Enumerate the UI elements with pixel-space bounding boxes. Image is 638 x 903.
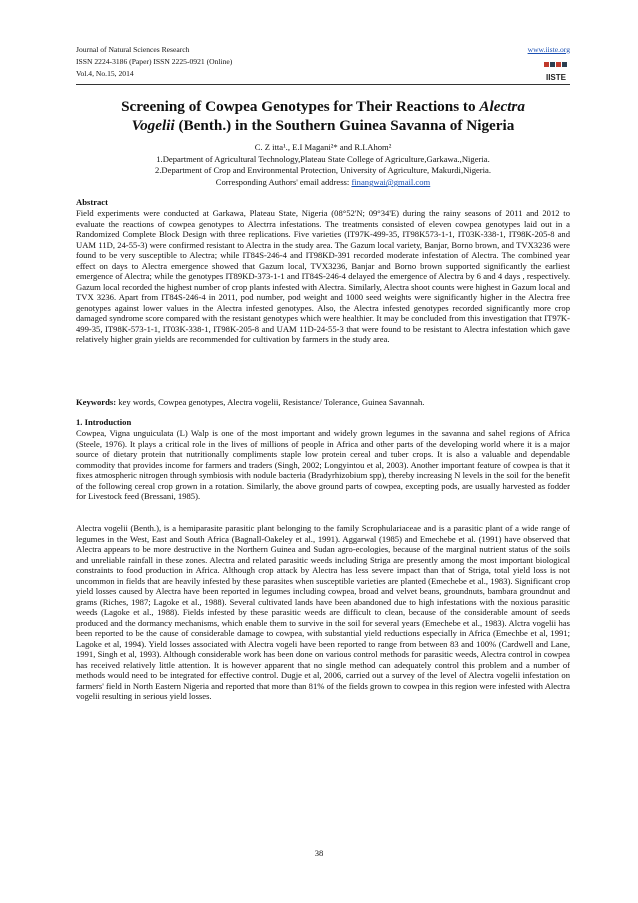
corresponding-email-link[interactable]: finangwai@gmail.com — [351, 177, 431, 187]
title-part-4: (Benth.) in the Southern Guinea Savanna of Nigeria — [174, 117, 515, 134]
introduction-heading: 1. Introduction — [76, 417, 132, 427]
corresponding-label: Corresponding Authors' email address: — [215, 177, 352, 187]
affiliation-1: 1.Department of Agricultural Technology,Plateau State College of Agriculture,Garkawa.,Nigeria. — [156, 154, 490, 164]
volume-line: Vol.4, No.15, 2014 — [76, 69, 134, 78]
header-rule — [76, 84, 570, 85]
page-number: 38 — [314, 848, 324, 858]
journal-name: Journal of Natural Sciences Research — [76, 45, 190, 54]
journal-url-link[interactable]: www.iiste.org — [527, 45, 570, 54]
corresponding-line — [76, 177, 570, 188]
title-part-1: Screening of Cowpea Genotypes for Their Reactions to — [121, 98, 480, 115]
authors: C. Z itta¹., E.I Magani²* and R.I.Ahom² — [254, 142, 392, 152]
keywords-label: Keywords: — [76, 397, 117, 407]
keywords-line — [76, 397, 570, 408]
paper-title — [76, 97, 570, 135]
title-part-2: Alectra — [479, 98, 525, 115]
logo-text: IISTE — [545, 73, 567, 82]
abstract-heading: Abstract — [76, 197, 108, 207]
introduction-paragraph-2: Alectra vogelii (Benth.), is a hemiparasite parasitic plant belonging to the family Scrophulariaceae and is a parasitic plant of a wide range of legumes in the West, East and South Africa (Bagnall-Oakeley et al., 1991). Aggarwal (1985) and Emechebe et al. (1991) have observed that Alectra appears to be more destructive in the Northern Guinea and Sudan agro-ecologies, because of the marginal nutrient status of the soils and unreliable rainfall in these zones. Alectra and related parasitic weeds including Striga are presently among the most important biological constraints to food production in Africa. Although crop attack by Alectra has less severe impact than that of Striga, total yield loss is not uncommon in fields that are heavily infested by these parasites when susceptible varieties are planted (Emechebe et al., 1983). Significant crop yield losses caused by Alectra have been reported in legumes including cowpea, broad and velvet beans, groundnuts, bambara groundnut and grams (Riches, 1987; Lagoke et al., 1988). Several cultivated lands have been abandoned due to high infestations with the noxious parasitic weeds (Lagoke et al., 1988). Fields infested by these parasitic weeds are difficult to clean, because of the considerable amount of seeds produced and the dormancy mechanisms, which enable them to survive in the soil for several years (Emechebe et al., 1983). Alctra vogelii has been reported to be the cause of considerable damage to cowpea, with substantial yield reductions especially in Africa (Emechbe et al, 1991; Lagoke et al, 1994). Yield losses associated with Alectra vogeli have been reported to range from between 83 and 100% (Cardwell and Lane, 1991, Singh et al, 1993). Although considerable work has been done on various control methods for parasitic weeds, Alectra control in cowpea has received relatively little attention. It is however apparent that no single method can adequately control this problem and a number of methods would need to be integrated for effective control. Dugje et al, 2006, carried out a survey of the level of Alectra vogelii infestation on farmers' field in North Eastern Nigeria and reported that more than 81% of the fields grown to cowpea in this region were infested with Alectra vogelii resulting in serious yield losses. — [76, 523, 570, 701]
title-part-3: Vogelii — [131, 117, 175, 134]
affiliation-2: 2.Department of Crop and Environmental Protection, University of Agriculture, Makurdi,Nigeria. — [154, 165, 492, 175]
iiste-logo-icon — [543, 60, 569, 86]
keywords-text: key words, Cowpea genotypes, Alectra vogelii, Resistance/ Tolerance, Guinea Savannah. — [116, 397, 425, 407]
issn-line: ISSN 2224-3186 (Paper) ISSN 2225-0921 (Online) — [76, 57, 233, 66]
abstract-text: Field experiments were conducted at Garkawa, Plateau State, Nigeria (08°52'N; 09°34'E) during the rainy seasons of 2011 and 2012 to evaluate the reactions of cowpea genotypes to Alectrra infestations. The treatments consisted of eleven cowpea genotypes laid out in a Randomized Complete Block Design with three replications. Five varieties (IT97K-499-35, IT98K573-1-1, IT03K-338-1, IT98K-205-8 and UAM 11D, 24-55-3) were confirmed resistant to Alectra in the study area. The Gazum local variety, Banjar, Borno brown, and TVX3236 were found to be very susceptible to Alectra; while IT84S-246-4 and IT98KD-391 recorded moderate infestation of Alectra. The combined year effect on days to Alectra emergence showed that Gazum local, TVX3236, Banjar and Borno brown supported significantly the earliest emergence of Alectra; while the genotypes IT89KD-373-1-1 and IT84S-246-4 delayed the emergence of Alectra by 6 and 4 days , respectively. Gazum local recorded the highest number of crop plants infested with Alectra. Similarly, Alectra shoot counts were highest in Gazum local and TVX 3236. Apart from IT84S-246-4 in 2011, pod number, pod weight and 1000 seed weights were significantly higher in the Alectra free genotypes against lower values in the Alectra infested genotypes. Also, the Alectra infested genotypes recorded significantly more crop damaged syndrome score compared with the resistant genotypes which were healthier. It may be concluded from this investigation that IT97K-499-35, IT98K-573-1-1, IT03K-338-1, IT98K-205-8 and UAM 11D-24-55-3 that were found to be resistant to Alectra infestation which gave relatively higher grain yields are recommended for cultivation by farmers in the study area. — [76, 208, 570, 344]
introduction-paragraph-1: Cowpea, Vigna unguiculata (L) Walp is one of the most important and widely grown legumes in the savanna and sahel regions of Africa (Steele, 1976). It plays a critical role in the lives of millions of people in Africa and other parts of the developing world where it is a major source of dietary protein that nutritionally compliments staple low protein cereal and tuber crops. It is also a valuable and dependable commodity that provides income for farmers and traders (Singh, 2002; Longyintou et al, 2003). Another important feature of cowpea is that it fixes atmospheric nitrogen through symbiosis with nodule bacteria (Bradyrhizobium spp), thereby increasing N levels in the soil for the benefit of the following cereal crop grown in a rotation. Similarly, the above ground parts of cowpea, excepting pods, are usually harvested as fodder for Livestock feed (Bressani, 1985). — [76, 428, 570, 501]
